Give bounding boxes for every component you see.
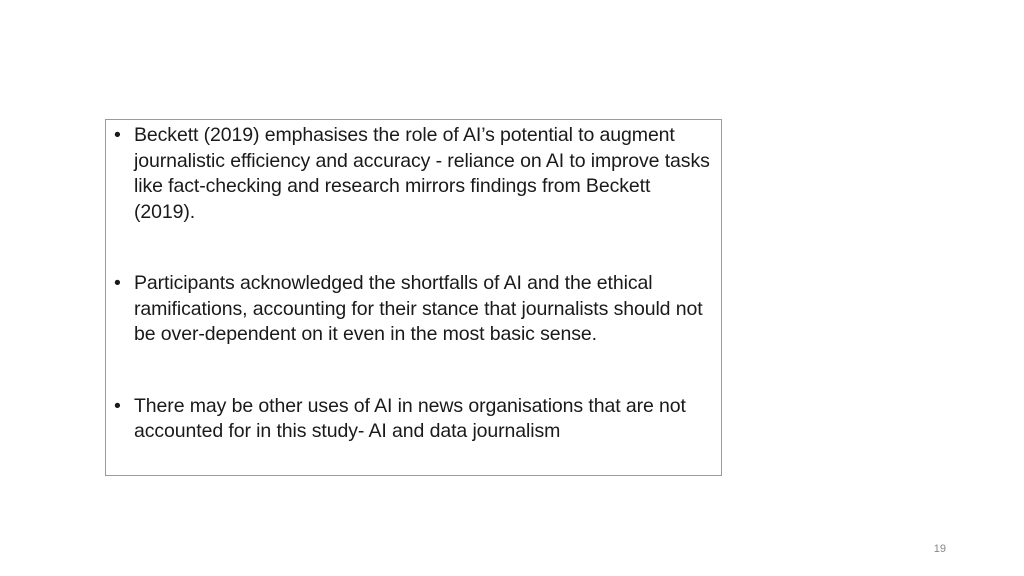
bullet-text: Beckett (2019) emphasises the role of AI’s potential to augment journalistic efficiency and accuracy - reliance on AI to improve tasks like fact-checking and research mirrors findings from Beckett (2019).: [134, 124, 710, 223]
bullet-item: [114, 123, 713, 225]
page-number: 19: [933, 543, 946, 555]
bullet-text: Participants acknowledged the shortfalls of AI and the ethical ramifications, accounting for their stance that journalists should not be over-dependent on it even in the most basic sense.: [134, 272, 703, 345]
bullet-text: There may be other uses of AI in news organisations that are not accounted for in this study- AI and data journalism: [134, 394, 686, 442]
bullet-symbol: •: [114, 272, 121, 294]
bullet-text-box: [105, 119, 722, 476]
bullet-item: [114, 271, 713, 348]
bullet-symbol: •: [114, 124, 121, 146]
bullet-symbol: •: [114, 394, 121, 417]
bullet-item: [114, 394, 713, 445]
